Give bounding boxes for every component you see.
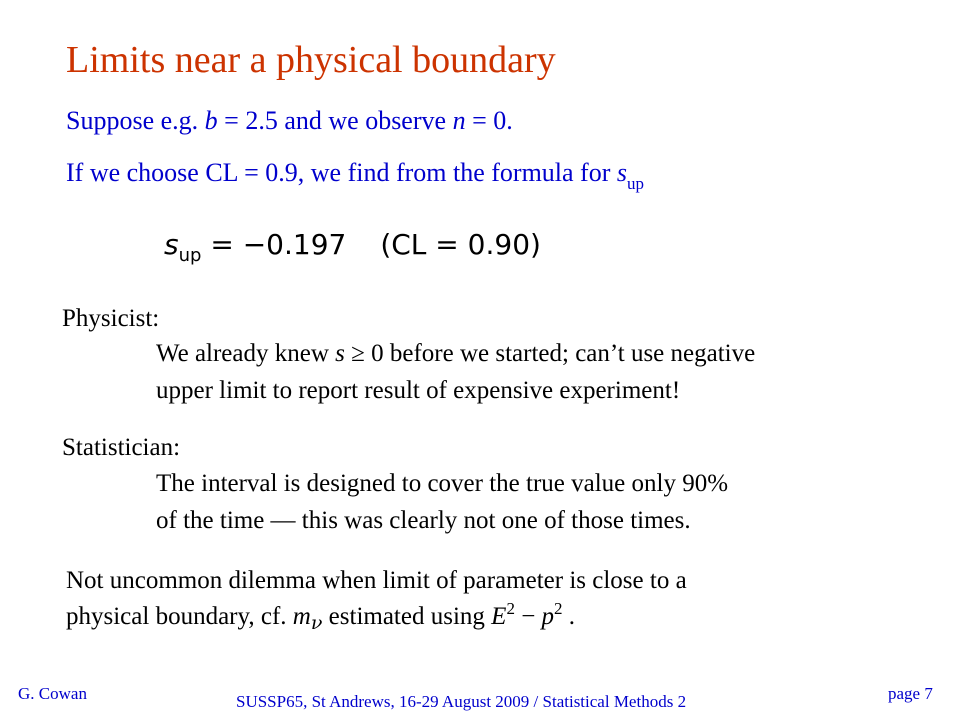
statistician-line-1: The interval is designed to cover the true value only 90% <box>156 470 729 497</box>
exp-p: 2 <box>554 599 563 618</box>
exp-E: 2 <box>506 599 515 618</box>
formula-s: s <box>164 228 179 261</box>
var-m: m <box>292 603 311 630</box>
intro-line-1-mid: = 2.5 and we observe <box>217 106 453 135</box>
minus-sign: − <box>514 603 542 630</box>
formula-cl: (CL = 0.90) <box>380 228 541 261</box>
intro-line-2 <box>66 158 644 193</box>
conclusion-line-2-pre: physical boundary, cf. <box>66 603 293 630</box>
physicist-line-1 <box>156 340 755 368</box>
statistician-label: Statistician: <box>62 434 181 461</box>
var-s-subscript: up <box>627 174 644 193</box>
footer-author: G. Cowan <box>18 684 87 703</box>
var-n: n <box>452 106 466 135</box>
footer-page-number: page 7 <box>888 684 933 703</box>
var-E: E <box>491 603 507 630</box>
var-p: p <box>541 603 555 630</box>
statistician-line-2: of the time — this was clearly not one of those times. <box>156 507 691 534</box>
physicist-label: Physicist: <box>62 305 160 332</box>
physicist-line-1-pre: We already knew <box>156 340 336 367</box>
formula-value: = −0.197 <box>201 228 347 261</box>
physicist-var-s: s <box>335 340 345 367</box>
s-up-formula <box>164 228 541 266</box>
intro-line-1 <box>66 106 513 136</box>
footer-event: SUSSP65, St Andrews, 16-29 August 2009 / Statistical Methods 2 <box>236 692 687 711</box>
conclusion-line-1: Not uncommon dilemma when limit of parameter is close to a <box>66 567 687 594</box>
var-nu-subscript: ν <box>310 612 323 634</box>
slide-title: Limits near a physical boundary <box>66 39 556 81</box>
conclusion-end: . <box>562 603 576 630</box>
conclusion-line-2 <box>66 599 576 634</box>
intro-line-2-pre: If we choose CL = 0.9, we find from the formula for <box>66 158 617 187</box>
intro-line-1-pre: Suppose e.g. <box>66 106 205 135</box>
formula-subscript: up <box>178 245 202 266</box>
var-b: b <box>204 106 218 135</box>
physicist-line-1-post: ≥ 0 before we started; can’t use negative <box>344 340 756 367</box>
var-s: s <box>616 158 627 187</box>
conclusion-line-2-mid: estimated using <box>322 603 492 630</box>
intro-line-1-post: = 0. <box>465 106 513 135</box>
physicist-line-2: upper limit to report result of expensive experiment! <box>156 377 681 404</box>
